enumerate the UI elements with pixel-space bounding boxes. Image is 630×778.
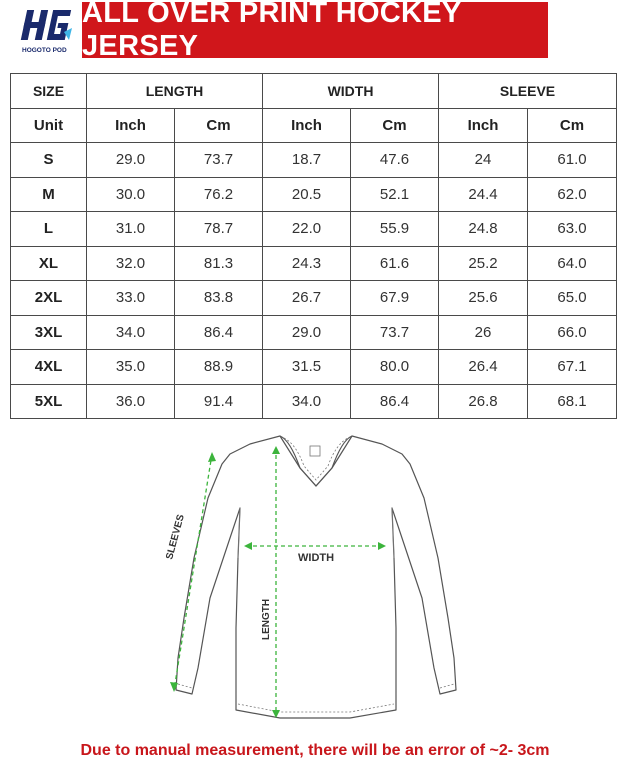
unit-label: Unit [11,108,87,143]
unit-width-cm: Cm [351,108,439,143]
width-inch-cell: 18.7 [263,143,351,178]
table-row [11,177,617,212]
length-inch-cell: 36.0 [87,384,175,419]
length-cm-cell: 81.3 [175,246,263,281]
size-chart-table [10,73,617,419]
sleeve-inch-cell: 26.4 [439,350,528,385]
length-cm-cell: 83.8 [175,281,263,316]
width-cm-cell: 47.6 [351,143,439,178]
sleeve-cm-cell: 66.0 [528,315,617,350]
width-cm-cell: 73.7 [351,315,439,350]
width-inch-cell: 26.7 [263,281,351,316]
size-cell: 3XL [11,315,87,350]
length-inch-cell: 33.0 [87,281,175,316]
length-inch-cell: 32.0 [87,246,175,281]
table-header-row [11,74,617,109]
table-row [11,246,617,281]
sleeves-label: SLEEVES [164,513,187,561]
size-cell: S [11,143,87,178]
header-sleeve: SLEEVE [439,74,617,109]
width-cm-cell: 67.9 [351,281,439,316]
measurement-note: Due to manual measurement, there will be an error of ~2- 3cm [80,742,550,759]
unit-sleeve-inch: Inch [439,108,528,143]
unit-length-cm: Cm [175,108,263,143]
brand-logo-text: HOGOTO POD [22,47,67,54]
width-cm-cell: 55.9 [351,212,439,247]
table-unit-row [11,108,617,143]
table-row [11,350,617,385]
size-cell: 4XL [11,350,87,385]
sleeve-inch-cell: 24.4 [439,177,528,212]
length-cm-cell: 76.2 [175,177,263,212]
sleeve-cm-cell: 61.0 [528,143,617,178]
length-inch-cell: 35.0 [87,350,175,385]
brand-logo-icon [14,6,76,56]
sleeve-cm-cell: 62.0 [528,177,617,212]
table-row [11,143,617,178]
size-cell: L [11,212,87,247]
page-title: ALL OVER PRINT HOCKEY JERSEY [82,2,548,58]
sleeve-inch-cell: 25.2 [439,246,528,281]
unit-width-inch: Inch [263,108,351,143]
width-inch-cell: 24.3 [263,246,351,281]
header-width: WIDTH [263,74,439,109]
unit-sleeve-cm: Cm [528,108,617,143]
length-inch-cell: 30.0 [87,177,175,212]
width-cm-cell: 61.6 [351,246,439,281]
sleeve-inch-cell: 24.8 [439,212,528,247]
sleeve-inch-cell: 26.8 [439,384,528,419]
sleeve-cm-cell: 65.0 [528,281,617,316]
width-inch-cell: 31.5 [263,350,351,385]
sleeve-cm-cell: 67.1 [528,350,617,385]
size-cell: XL [11,246,87,281]
width-cm-cell: 80.0 [351,350,439,385]
header-size: SIZE [11,74,87,109]
length-inch-cell: 34.0 [87,315,175,350]
brand-logo [14,6,76,56]
size-cell: 5XL [11,384,87,419]
table-row [11,384,617,419]
width-inch-cell: 29.0 [263,315,351,350]
header-length: LENGTH [87,74,263,109]
unit-length-inch: Inch [87,108,175,143]
length-cm-cell: 88.9 [175,350,263,385]
sleeve-inch-cell: 26 [439,315,528,350]
width-label: WIDTH [298,552,335,564]
jersey-diagram [150,428,470,728]
length-inch-cell: 31.0 [87,212,175,247]
sleeve-cm-cell: 63.0 [528,212,617,247]
length-label: LENGTH [261,598,272,640]
length-inch-cell: 29.0 [87,143,175,178]
size-cell: M [11,177,87,212]
sleeve-cm-cell: 64.0 [528,246,617,281]
sleeve-inch-cell: 24 [439,143,528,178]
length-cm-cell: 91.4 [175,384,263,419]
width-inch-cell: 34.0 [263,384,351,419]
width-inch-cell: 22.0 [263,212,351,247]
length-cm-cell: 73.7 [175,143,263,178]
table-row [11,315,617,350]
table-row [11,212,617,247]
sleeve-cm-cell: 68.1 [528,384,617,419]
table-row [11,281,617,316]
long-sleeve-jersey-icon [150,428,470,728]
sleeve-inch-cell: 25.6 [439,281,528,316]
width-inch-cell: 20.5 [263,177,351,212]
size-cell: 2XL [11,281,87,316]
width-cm-cell: 86.4 [351,384,439,419]
width-cm-cell: 52.1 [351,177,439,212]
length-cm-cell: 86.4 [175,315,263,350]
length-cm-cell: 78.7 [175,212,263,247]
